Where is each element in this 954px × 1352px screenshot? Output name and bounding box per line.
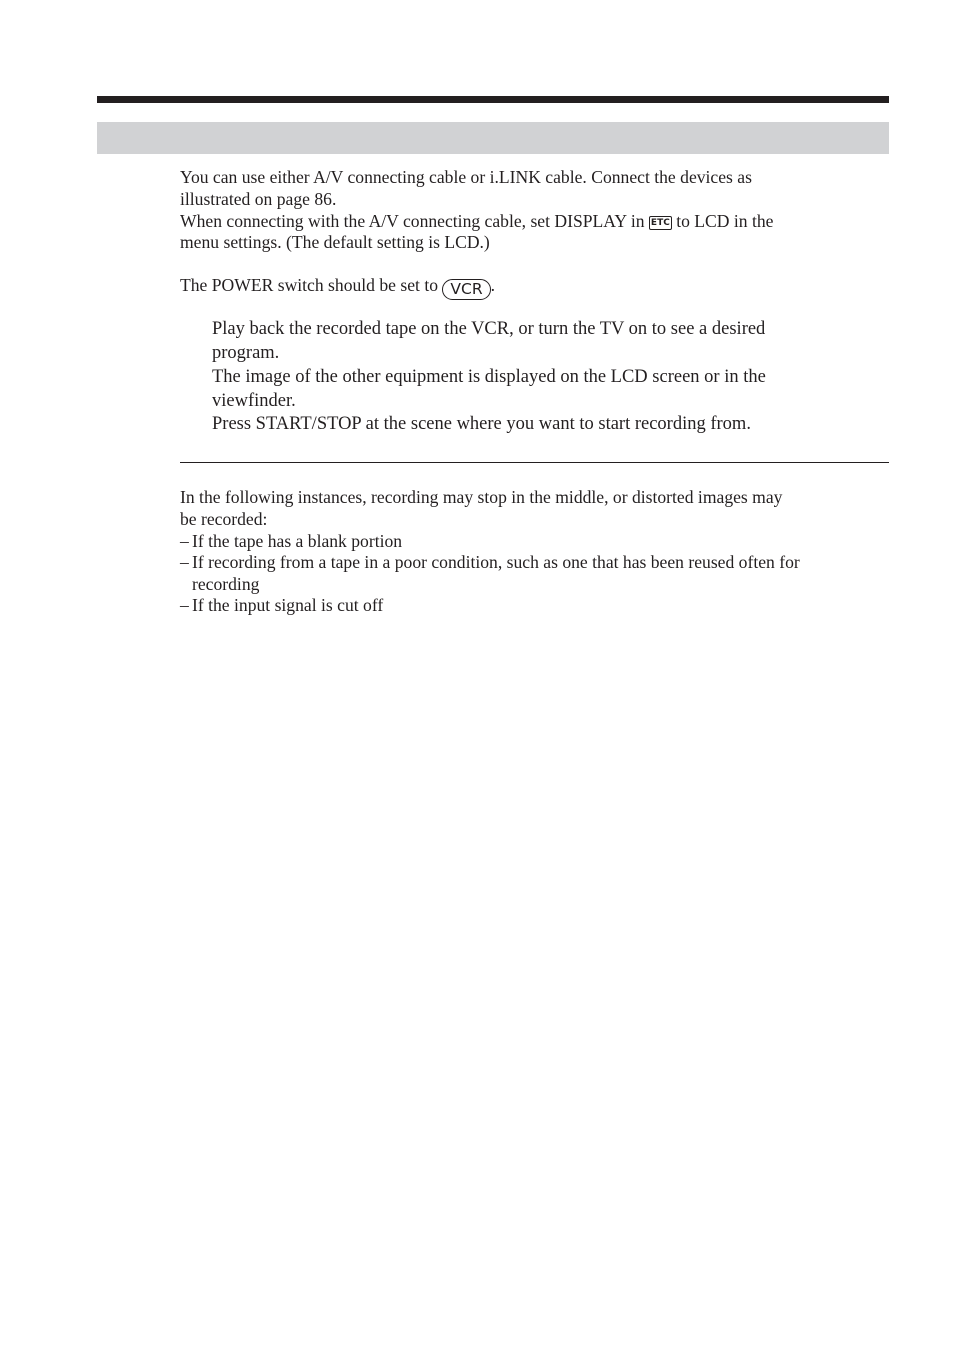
bullet-text: If the input signal is cut off [192, 595, 384, 615]
step-1-line-2: program. [212, 342, 280, 363]
note-line-2: be recorded: [180, 509, 268, 529]
top-rule [97, 96, 889, 103]
power-instruction [180, 275, 892, 300]
note-bullet-3 [180, 595, 383, 617]
step-1-line-1: Play back the recorded tape on the VCR, or turn the TV on to see a desired [212, 319, 766, 339]
bullet-dash: – [180, 552, 189, 572]
section-divider [180, 462, 889, 463]
step-3 [212, 413, 892, 437]
bullet-dash: – [180, 595, 189, 615]
step-2 [212, 366, 892, 413]
intro-line-4: menu settings. (The default setting is LCD.) [180, 232, 490, 252]
note-bullet-2 [180, 552, 800, 595]
bullet-text: If the tape has a blank portion [192, 531, 403, 551]
step-1 [212, 318, 892, 365]
vcr-mode-icon: VCR [442, 279, 490, 300]
step-2-line-2: viewfinder. [212, 390, 296, 411]
section-heading-band [97, 122, 889, 154]
etc-menu-icon: ETC [650, 218, 670, 228]
bullet-text: If recording from a tape in a poor condition, such as one that has been reused often for [192, 552, 800, 572]
intro-line-2: illustrated on page 86. [180, 188, 337, 209]
intro-line-3 [180, 211, 892, 233]
power-period: . [490, 275, 496, 295]
power-text: The POWER switch should be set to [180, 275, 443, 295]
step-3-line-1: Press START/STOP at the scene where you want to start recording from. [212, 414, 751, 434]
note-bullet-1 [180, 531, 402, 553]
step-2-line-1: The image of the other equipment is displayed on the LCD screen or in the [212, 367, 766, 387]
bullet-dash: – [180, 531, 189, 551]
intro-line-3-end: to LCD in the [671, 211, 774, 231]
intro-line-1: You can use either A/V connecting cable or i.LINK cable. Connect the devices as [180, 167, 752, 187]
note-line-1: In the following instances, recording may stop in the middle, or distorted images may [180, 487, 783, 507]
intro-line-3-start: When connecting with the A/V connecting cable, set DISPLAY in [180, 211, 649, 231]
bullet-continuation: recording [192, 573, 260, 594]
